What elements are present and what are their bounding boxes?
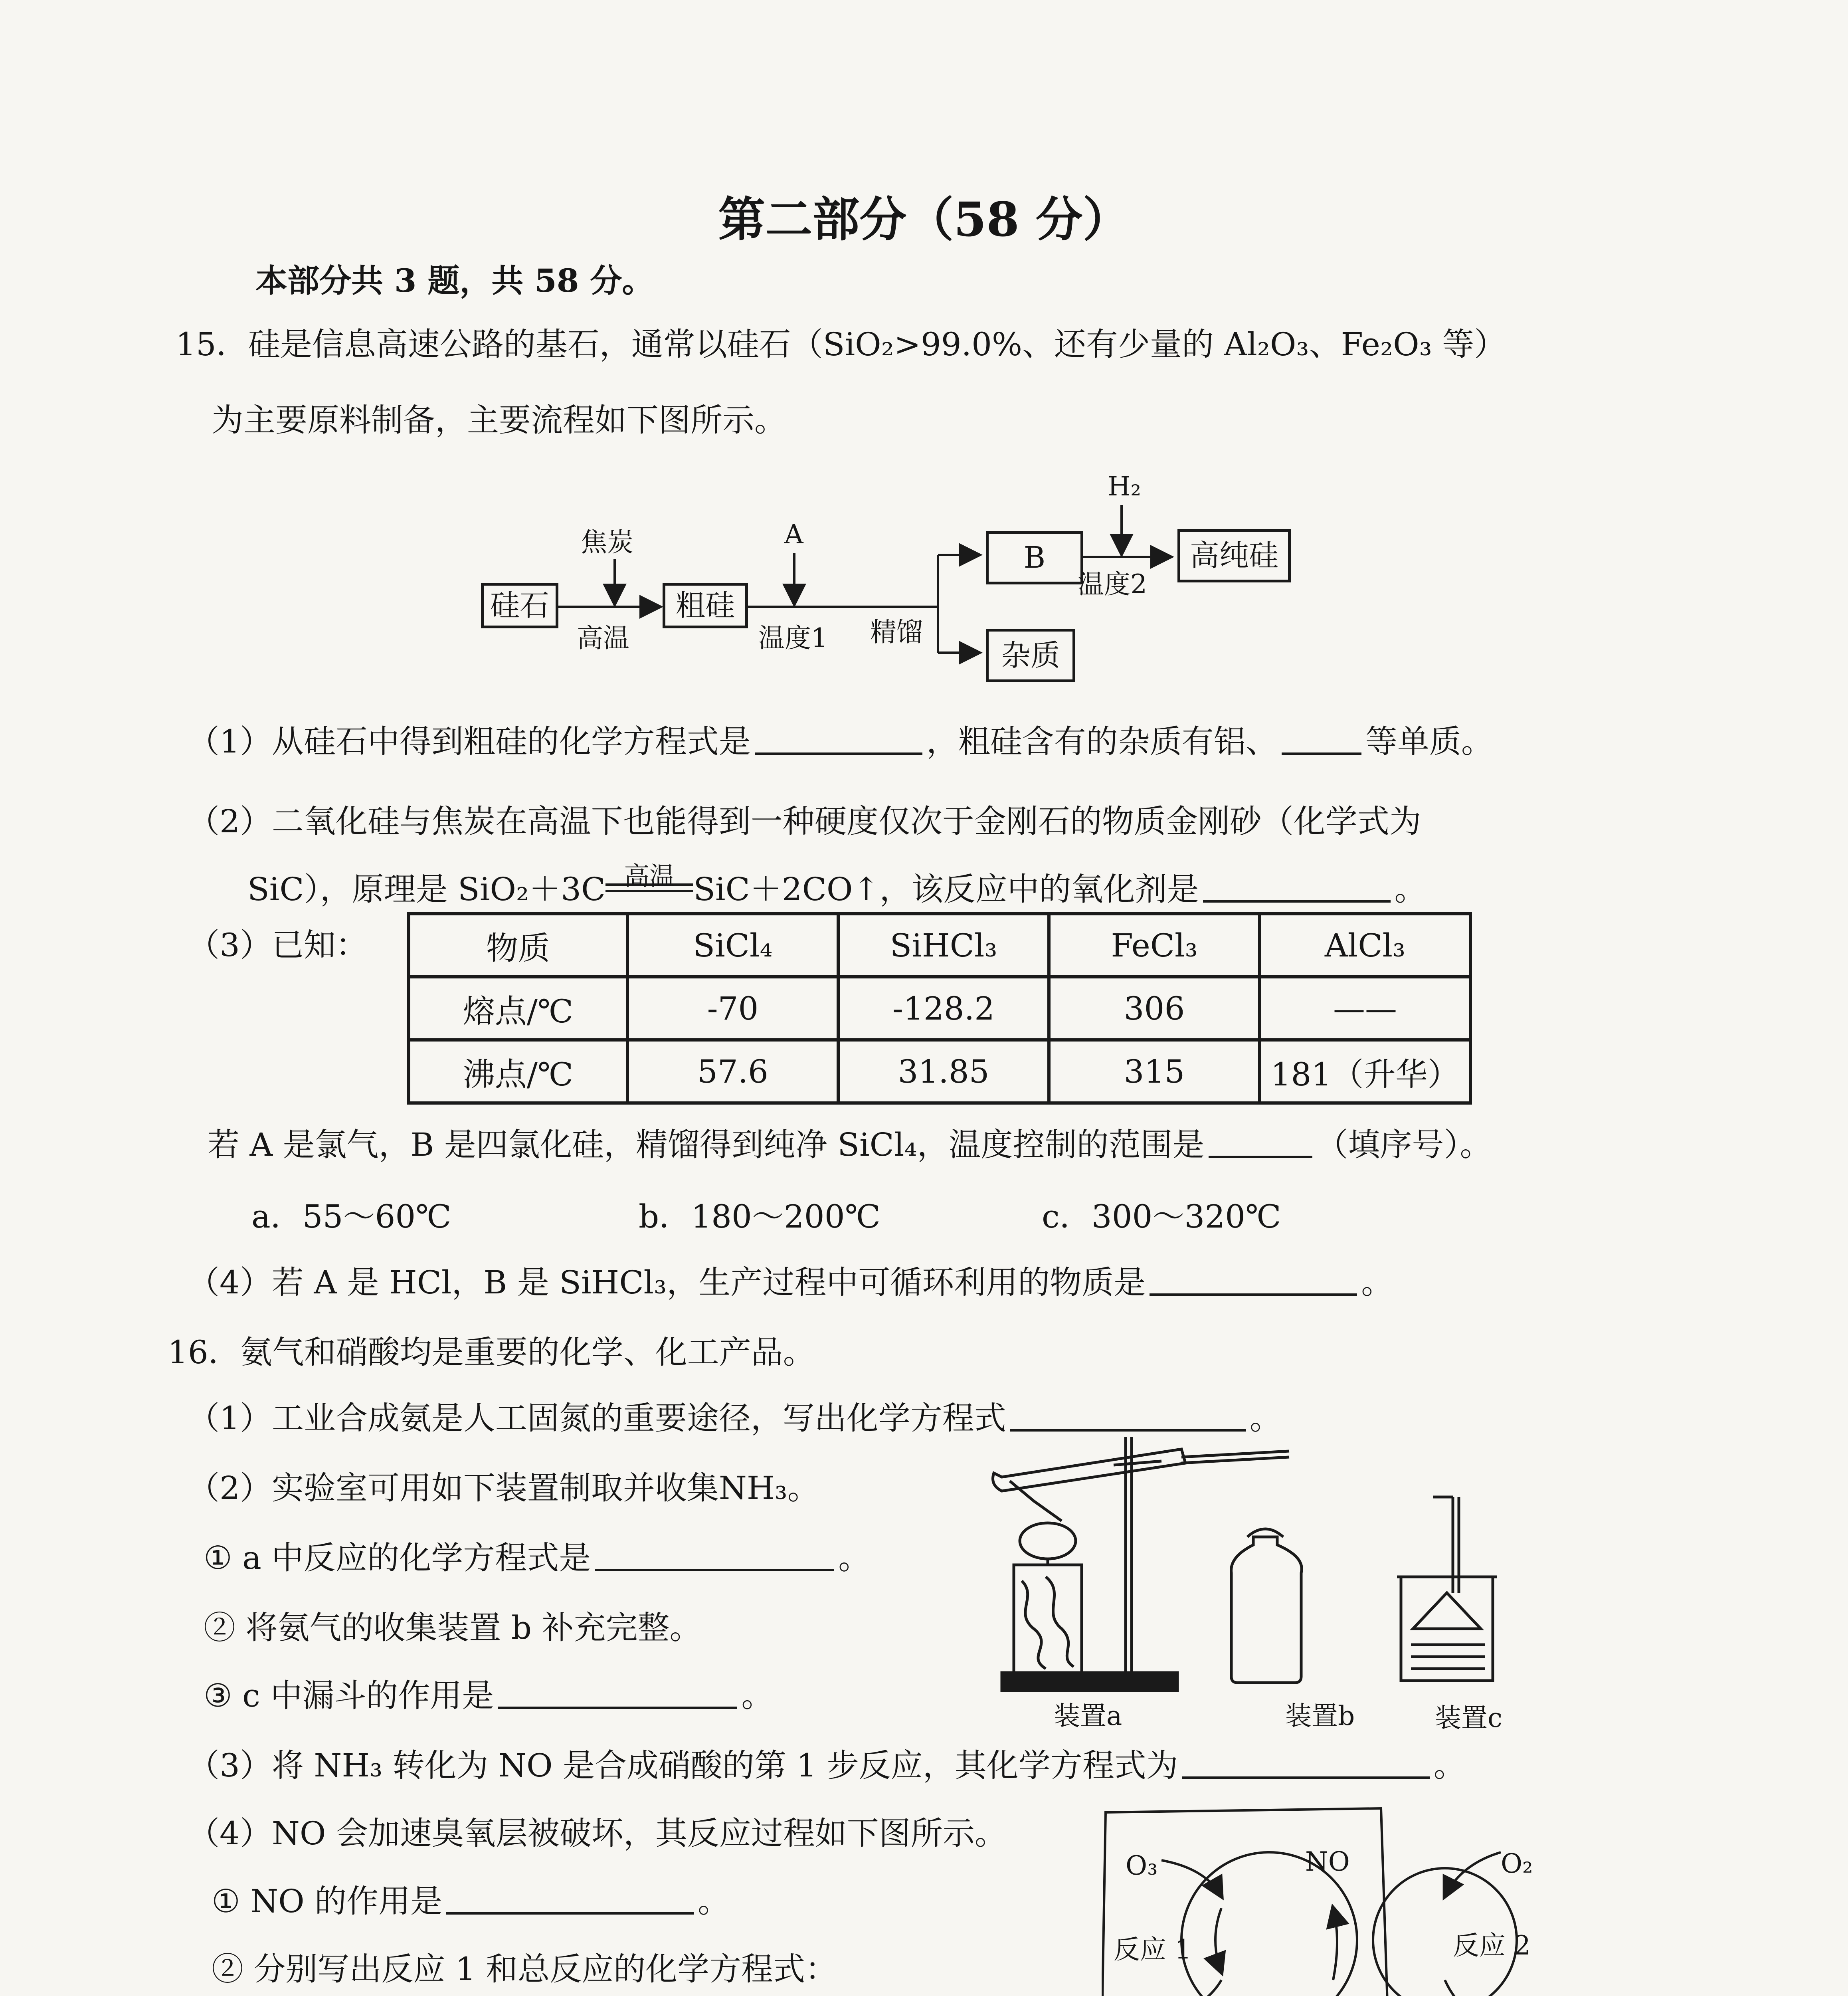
q16-part2-1: ① a 中反应的化学方程式是 。 xyxy=(204,1539,871,1576)
answer-blank[interactable] xyxy=(595,1541,834,1571)
page-title: 第二部分（58 分） xyxy=(718,192,1130,247)
q16-part2: （2）实验室可用如下装置制取并收集NH₃。 xyxy=(188,1469,819,1507)
q16-line1: 16．氨气和硝酸均是重要的化学、化工产品。 xyxy=(168,1334,815,1371)
apparatus-c-label: 装置c xyxy=(1435,1703,1502,1733)
table-cell: SiCl₄ xyxy=(627,914,838,977)
table-row xyxy=(409,977,1470,1040)
table-cell: 沸点/℃ xyxy=(409,1040,627,1103)
table-cell: 306 xyxy=(1049,977,1260,1040)
q15-line2: 为主要原料制备，主要流程如下图所示。 xyxy=(212,402,786,439)
cond-high-temp: 高温 xyxy=(577,623,629,653)
option-a: a．55～60℃ xyxy=(251,1198,451,1235)
box-b: B xyxy=(986,531,1083,584)
table-cell: 熔点/℃ xyxy=(409,977,627,1040)
q16-part2-2: ② 将氨气的收集装置 b 补充完整。 xyxy=(204,1609,702,1646)
table-cell: 315 xyxy=(1049,1040,1260,1103)
cycle-no: NO xyxy=(1305,1846,1350,1877)
answer-blank[interactable] xyxy=(1182,1748,1430,1779)
q16-part4: （4）NO 会加速臭氧层被破坏，其反应过程如下图所示。 xyxy=(188,1815,1007,1852)
table-cell: —— xyxy=(1260,977,1470,1040)
table-header-row xyxy=(409,914,1470,977)
q16-part4-2: ② 分别写出反应 1 和总反应的化学方程式： xyxy=(212,1950,837,1988)
properties-table xyxy=(407,912,1472,1105)
q15-part4: （4）若 A 是 HCl，B 是 SiHCl₃，生产过程中可循环利用的物质是 。 xyxy=(188,1264,1393,1301)
table-cell: 31.85 xyxy=(838,1040,1049,1103)
cond-temp2: 温度2 xyxy=(1078,569,1147,600)
table-cell: 57.6 xyxy=(627,1040,838,1103)
answer-blank[interactable] xyxy=(1203,872,1391,903)
q15-part3-label: （3）已知： xyxy=(188,927,368,964)
box-silica: 硅石 xyxy=(481,583,558,628)
q15-part2-line1: （2）二氧化硅与焦炭在高温下也能得到一种硬度仅次于金刚石的物质金刚砂（化学式为 xyxy=(188,803,1421,840)
q16-part3: （3）将 NH₃ 转化为 NO 是合成硝酸的第 1 步反应，其化学方程式为 。 xyxy=(188,1747,1466,1784)
input-coke: 焦炭 xyxy=(581,527,633,558)
table-row xyxy=(409,1040,1470,1103)
cycle-reaction2: 反应 2 xyxy=(1453,1930,1531,1961)
answer-blank[interactable] xyxy=(1209,1128,1312,1158)
cond-distill: 精馏 xyxy=(870,617,923,648)
option-c: c．300～320℃ xyxy=(1042,1198,1281,1235)
q15-part2-line2: SiC），原理是 SiO₂＋3C 高温 SiC＋2CO↑，该反应中的氧化剂是 。 xyxy=(247,862,1427,908)
table-cell: 181（升华） xyxy=(1260,1040,1470,1103)
cycle-reaction1: 反应 1 xyxy=(1114,1934,1191,1965)
cycle-o3: O₃ xyxy=(1126,1850,1158,1881)
answer-blank[interactable] xyxy=(1150,1265,1357,1296)
lab-apparatus-icon xyxy=(978,1421,1601,1733)
answer-blank[interactable] xyxy=(1282,725,1361,755)
cond-temp1: 温度1 xyxy=(758,623,828,653)
table-cell: -128.2 xyxy=(838,977,1049,1040)
flowchart-arrows xyxy=(0,0,1848,719)
apparatus-b-label: 装置b xyxy=(1285,1701,1355,1731)
q15-part3-question: 若 A 是氯气，B 是四氯化硅，精馏得到纯净 SiCl₄，温度控制的范围是 （填序号）。 xyxy=(208,1126,1492,1163)
table-cell: AlCl₃ xyxy=(1260,914,1470,977)
q16-part1: （1）工业合成氨是人工固氮的重要途径，写出化学方程式 。 xyxy=(188,1400,1282,1437)
reaction-condition-arrow: 高温 xyxy=(605,883,693,900)
q16-part4-1: ① NO 的作用是 。 xyxy=(212,1883,730,1920)
table-cell: 物质 xyxy=(409,914,627,977)
table-cell: SiHCl₃ xyxy=(838,914,1049,977)
apparatus-a-label: 装置a xyxy=(1054,1701,1122,1731)
input-a: A xyxy=(784,519,803,550)
answer-blank[interactable] xyxy=(446,1884,694,1915)
q15-line1: 15．硅是信息高速公路的基石，通常以硅石（SiO₂>99.0%、还有少量的 Al₂O₃、Fe₂O₃ 等） xyxy=(176,326,1506,363)
cycle-arrows xyxy=(1102,1804,1597,1996)
q15-part1: （1）从硅石中得到粗硅的化学方程式是 ，粗硅含有的杂质有铝、 等单质。 xyxy=(188,723,1493,760)
answer-blank[interactable] xyxy=(498,1679,737,1709)
table-cell: FeCl₃ xyxy=(1049,914,1260,977)
answer-blank[interactable] xyxy=(755,725,922,755)
table-cell: -70 xyxy=(627,977,838,1040)
box-impurity: 杂质 xyxy=(986,629,1075,682)
option-b: b．180～200℃ xyxy=(639,1198,881,1235)
section-intro: 本部分共 3 题，共 58 分。 xyxy=(255,262,654,299)
input-h2: H₂ xyxy=(1108,471,1142,502)
q16-part2-3: ③ c 中漏斗的作用是 。 xyxy=(204,1677,774,1714)
box-high-purity-silicon: 高纯硅 xyxy=(1177,529,1291,582)
box-crude-silicon: 粗硅 xyxy=(663,583,748,628)
cycle-o2-right: O₂ xyxy=(1501,1848,1533,1879)
